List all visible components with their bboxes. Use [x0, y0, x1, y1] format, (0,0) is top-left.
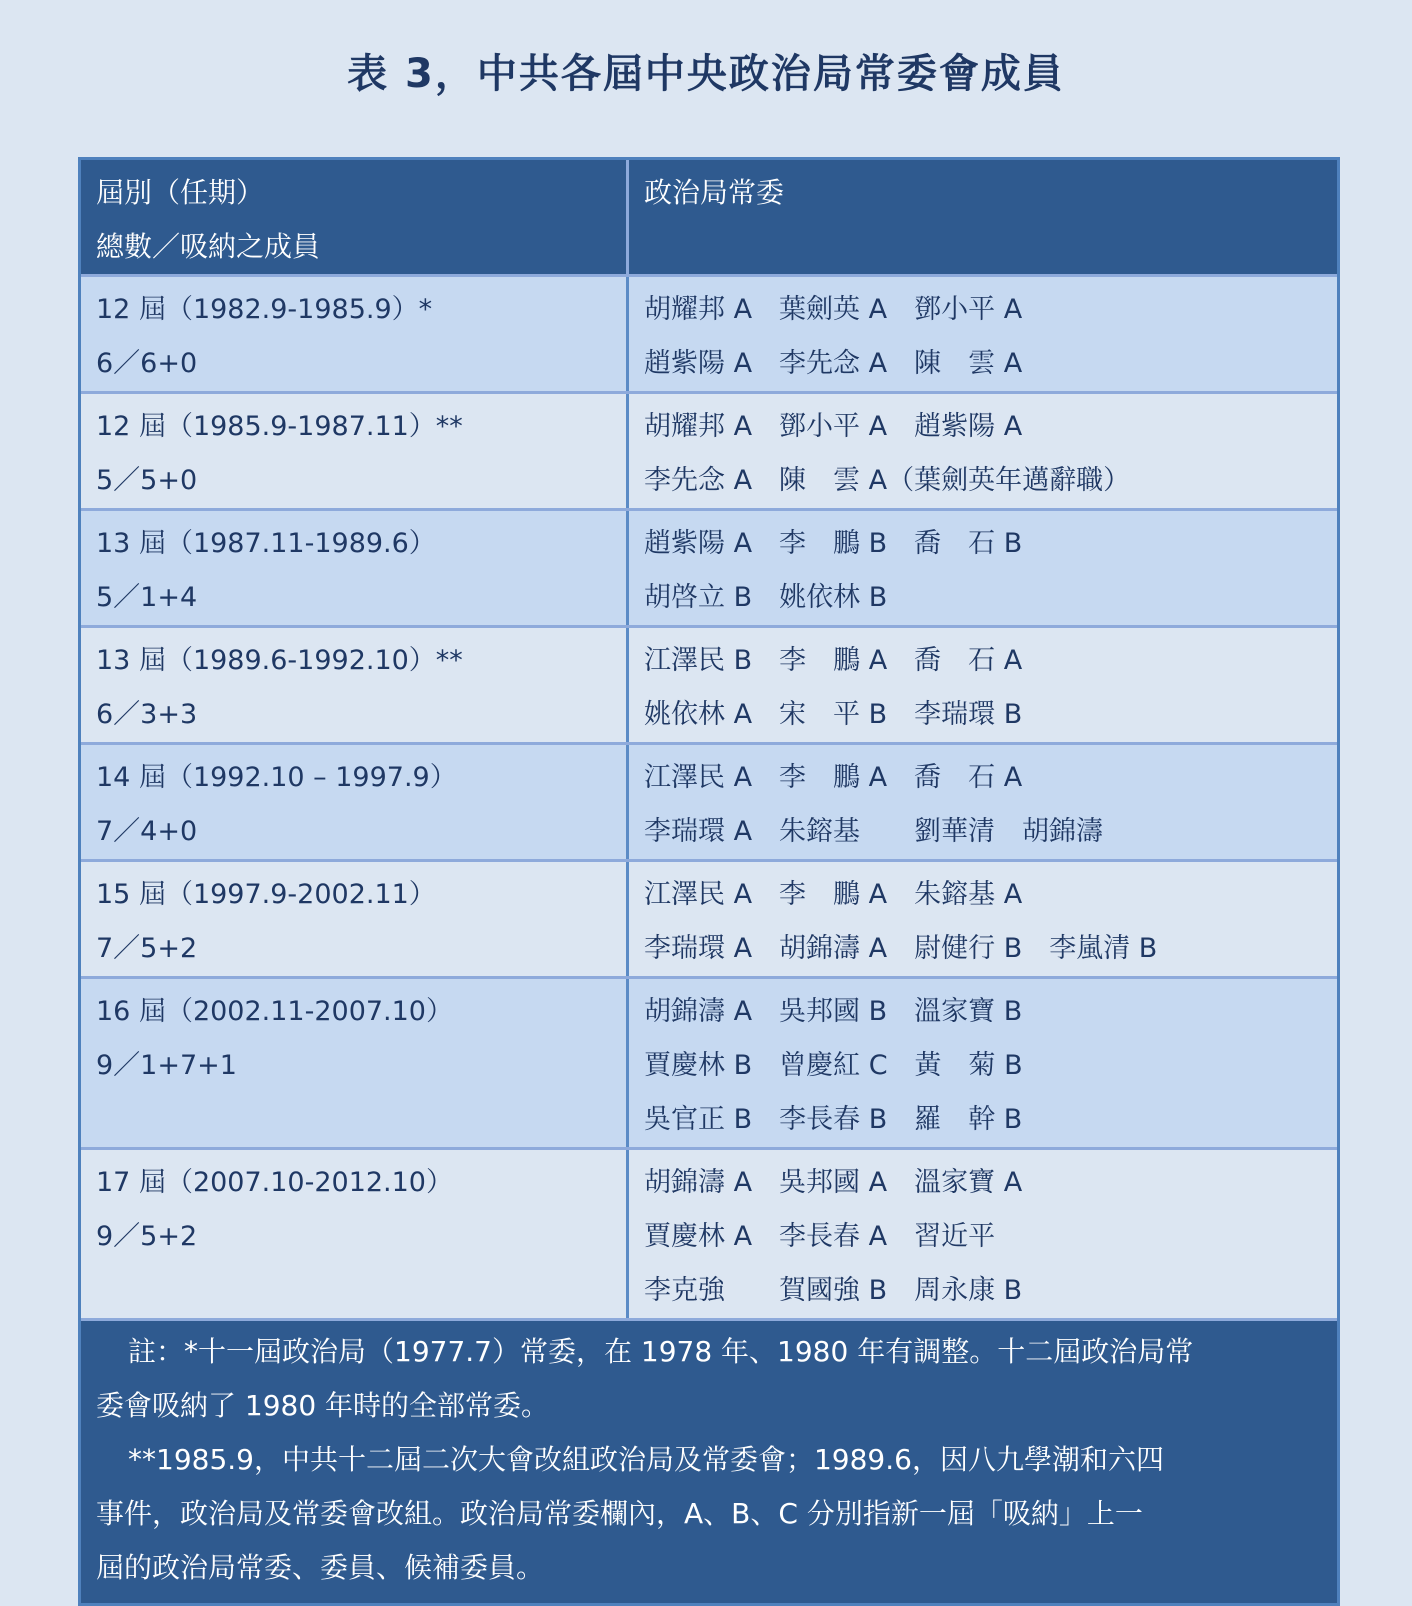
members-line: 江澤民 A 李 鵬 A 喬 石 A — [644, 762, 1023, 793]
members-line: 趙紫陽 A 李 鵬 B 喬 石 B — [644, 528, 1023, 559]
table-notes — [81, 1318, 1337, 1603]
table-row — [81, 745, 1337, 862]
table-header — [81, 160, 1337, 277]
note-line: 註：*十一屆政治局（1977.7）常委，在 1978 年、1980 年有調整。十二屆政治局常 — [128, 1335, 1194, 1368]
members-line: 李瑞環 A 朱鎔基 劉華清 胡錦濤 — [644, 816, 1104, 847]
table-row — [81, 628, 1337, 745]
table-row — [81, 394, 1337, 511]
term-label: 13 屆（1987.11-1989.6） — [96, 528, 436, 559]
header-members-cell — [629, 160, 1337, 274]
header-term-label: 屆別（任期） — [96, 176, 265, 209]
members-cell — [629, 394, 1337, 508]
member-count: 7／5+2 — [96, 933, 198, 964]
note-line: **1985.9，中共十二屆二次大會改組政治局及常委會；1989.6，因八九學潮和六四 — [128, 1443, 1164, 1476]
table-row — [81, 862, 1337, 979]
members-line: 胡耀邦 A 鄧小平 A 趙紫陽 A — [644, 411, 1023, 442]
members-cell — [629, 979, 1337, 1147]
members-line: 賈慶林 B 曾慶紅 C 黃 菊 B — [644, 1050, 1023, 1081]
member-count: 6／3+3 — [96, 699, 198, 730]
term-cell — [81, 745, 629, 859]
note-line: 事件，政治局及常委會改組。政治局常委欄內，A、B、C 分別指新一屆「吸納」上一 — [96, 1497, 1143, 1530]
members-line: 胡錦濤 A 吳邦國 A 溫家寶 A — [644, 1167, 1023, 1198]
page-title: 表 3，中共各屆中央政治局常委會成員 — [347, 51, 1065, 97]
term-label: 12 屆（1985.9-1987.11）** — [96, 411, 463, 442]
table-row — [81, 1150, 1337, 1318]
member-count: 9／1+7+1 — [96, 1050, 237, 1081]
members-line: 吳官正 B 李長春 B 羅 幹 B — [644, 1104, 1023, 1135]
members-line: 李先念 A 陳 雲 A（葉劍英年邁辭職） — [644, 465, 1131, 496]
members-line: 李克強 賀國強 B 周永康 B — [644, 1275, 1023, 1306]
members-line: 姚依林 A 宋 平 B 李瑞環 B — [644, 699, 1023, 730]
members-cell — [629, 511, 1337, 625]
note-line: 委會吸納了 1980 年時的全部常委。 — [96, 1389, 550, 1422]
table-row — [81, 979, 1337, 1150]
members-line: 胡錦濤 A 吳邦國 B 溫家寶 B — [644, 996, 1023, 1027]
member-count: 9／5+2 — [96, 1221, 198, 1252]
term-cell — [81, 511, 629, 625]
term-label: 17 屆（2007.10-2012.10） — [96, 1167, 453, 1198]
term-label: 12 屆（1982.9-1985.9）* — [96, 294, 433, 325]
header-term-cell — [81, 160, 629, 274]
members-cell — [629, 277, 1337, 391]
term-cell — [81, 862, 629, 976]
term-cell — [81, 628, 629, 742]
term-cell — [81, 1150, 629, 1318]
members-line: 江澤民 A 李 鵬 A 朱鎔基 A — [644, 879, 1023, 910]
members-cell — [629, 862, 1337, 976]
member-count: 7／4+0 — [96, 816, 198, 847]
member-count: 5／1+4 — [96, 582, 198, 613]
members-line: 趙紫陽 A 李先念 A 陳 雲 A — [644, 348, 1023, 379]
term-cell — [81, 394, 629, 508]
term-label: 14 屆（1992.10 – 1997.9） — [96, 762, 457, 793]
members-line: 江澤民 B 李 鵬 A 喬 石 A — [644, 645, 1023, 676]
members-line: 胡耀邦 A 葉劍英 A 鄧小平 A — [644, 294, 1023, 325]
note-line: 屆的政治局常委、委員、候補委員。 — [96, 1551, 545, 1584]
table-row — [81, 277, 1337, 394]
members-cell — [629, 628, 1337, 742]
term-label: 13 屆（1989.6-1992.10）** — [96, 645, 463, 676]
header-count-label: 總數／吸納之成員 — [96, 230, 321, 263]
term-cell — [81, 979, 629, 1147]
members-cell — [629, 1150, 1337, 1318]
member-count: 5／5+0 — [96, 465, 198, 496]
header-members-label: 政治局常委 — [644, 176, 785, 209]
members-table — [78, 157, 1340, 1606]
term-label: 16 屆（2002.11-2007.10） — [96, 996, 453, 1027]
term-cell — [81, 277, 629, 391]
members-cell — [629, 745, 1337, 859]
members-line: 李瑞環 A 胡錦濤 A 尉健行 B 李嵐清 B — [644, 933, 1158, 964]
members-line: 胡啓立 B 姚依林 B — [644, 582, 888, 613]
member-count: 6／6+0 — [96, 348, 198, 379]
members-line: 賈慶林 A 李長春 A 習近平 — [644, 1221, 996, 1252]
table-row — [81, 511, 1337, 628]
term-label: 15 屆（1997.9-2002.11） — [96, 879, 436, 910]
